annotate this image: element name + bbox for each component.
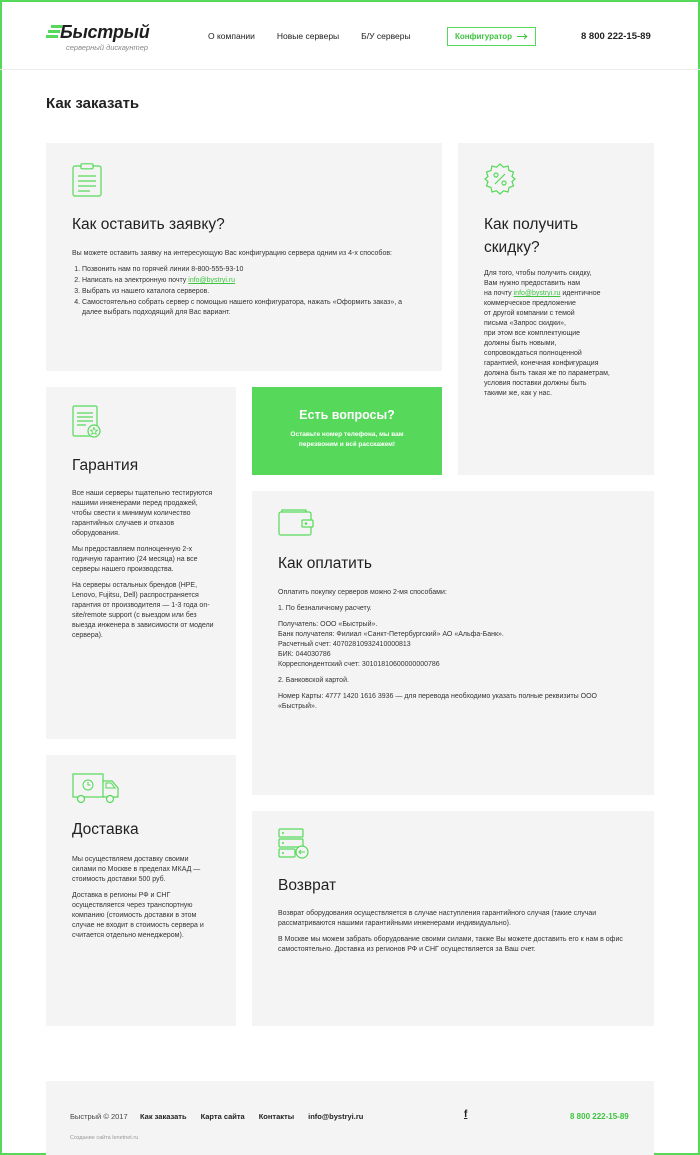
site-header — [0, 0, 700, 70]
returns-title: Возврат — [278, 877, 337, 894]
main-nav — [208, 31, 433, 41]
warranty-title: Гарантия — [72, 457, 139, 474]
logo-subtitle: серверный дискаунтер — [66, 43, 149, 52]
payment-title: Как оплатить — [278, 555, 373, 572]
order-card — [46, 143, 442, 371]
footer-phone[interactable]: 8 800 222-15-89 — [570, 1112, 629, 1121]
certificate-icon — [72, 405, 102, 439]
footer-link-sitemap[interactable]: Карта сайта — [200, 1112, 245, 1121]
discount-email-link[interactable]: info@bystryi.ru — [513, 290, 561, 297]
order-step-4: 4. Самостоятельно собрать сервер с помощью нашего конфигуратора, нажать «Оформить заказ», а далее выбрать подходящий для Вас вариант. — [82, 298, 408, 318]
logo-text: Быстрый — [60, 22, 150, 42]
returns-text: Возврат оборудования осуществляется в случае наступления гарантийного случая (такие случаи рассматриваются нашими гарантийными инженерами индивидуально). В Москве мы можем забрать оборудование своими силами, также Вы можете доставить его к нам в офис самостоятельно. Доставка из регионов РФ и СНГ осуществляется за Ваш счет. — [278, 910, 623, 953]
configurator-label: Конфигуратор — [454, 32, 513, 41]
discount-card — [458, 143, 654, 475]
site-footer — [46, 1081, 654, 1155]
questions-cta[interactable] — [252, 387, 442, 475]
delivery-card — [46, 755, 236, 1026]
order-steps — [72, 265, 408, 318]
order-step-3: 3. Выбрать из нашего каталога серверов. — [82, 287, 408, 297]
nav-new-servers[interactable]: Новые серверы — [276, 31, 340, 41]
footer-copyright: Быстрый © 2017 — [70, 1112, 128, 1121]
discount-badge-icon — [484, 163, 516, 195]
configurator-button[interactable] — [447, 27, 536, 46]
discount-title: Как получить скидку? — [484, 216, 579, 256]
nav-about[interactable]: О компании — [208, 31, 255, 41]
payment-card — [252, 491, 654, 795]
order-intro: Вы можете оставить заявку на интересующую Вас конфигурацию сервера одним из 4-х способов: — [72, 250, 393, 257]
cta-text: Оставьте номер телефона, мы вам перезвоним и всё расскажем! — [290, 431, 404, 448]
nav-used-servers[interactable]: Б/У серверы — [361, 31, 411, 41]
payment-text: Оплатить покупку серверов можно 2-мя способами: 1. По безналичному расчету. Получатель: ООО «Быстрый». Банк получателя: Филиал «Санкт-Петербургский» АО «Альфа-Банк». Расчетный счет: 40702810932410000813 БИК: 044030786 Корреспондентский счет: 30101810600000000786 2. Банковской картой. Номер Карты: 4777 1420 1616 3936 — для перевода необходимо указать полные реквизиты ООО «Быстрый». — [278, 589, 597, 710]
page-title: Как заказать — [46, 95, 140, 112]
returns-card — [252, 811, 654, 1026]
order-title: Как оставить заявку? — [72, 216, 225, 233]
order-step-2: 2. Написать на электронную почту info@bystryi.ru — [82, 276, 408, 286]
truck-icon — [72, 773, 120, 805]
footer-link-contacts[interactable]: Контакты — [258, 1112, 295, 1121]
delivery-text: Мы осуществляем доставку своими силами по Москве в пределах МКАД — стоимость доставки 500 руб. Доставка в регионы РФ и СНГ осуществляется через транспортную компанию (стоимость доставки в этом случае не входит в стоимость сервера и считается отдельно менеджером). — [72, 856, 204, 939]
footer-made-by[interactable]: Создание сайта lenetnet.ru — [70, 1135, 139, 1141]
footer-link-email[interactable]: info@bystryi.ru — [308, 1112, 364, 1121]
delivery-title: Доставка — [72, 821, 139, 838]
warranty-card — [46, 387, 236, 739]
cta-title: Есть вопросы? — [299, 408, 395, 422]
clipboard-icon — [72, 163, 102, 197]
order-email-link[interactable]: info@bystryi.ru — [188, 277, 236, 284]
discount-text: Для того, чтобы получить скидку, Вам нужно предоставить нам на почту info@bystryi.ru идентичное коммерческое предложение от другой компании с темой письма «Запрос скидки», при этом все комплектующие должны быть новыми, сопровождаться полноценной гарантией, конечная конфигурация должна быть такая же по параметрам, условия поставки должны быть такими же, как у нас. — [484, 270, 610, 397]
wallet-icon — [278, 509, 314, 537]
warranty-text: Все наши серверы тщательно тестируются нашими инженерами перед продажей, чтобы свести к минимум количество гарантийных случаев и отказов оборудования. Мы предоставляем полноценную 2-х годичную гарантию (24 месяца) на все серверы нашего производства. На серверы остальных брендов (HPE, Lenovo, Fujitsu, Dell) распространяется гарантия от производителя — 1-3 года on-site/remote support (с выездом или без выезда инженера в зависимости от модели сервера). — [72, 490, 214, 639]
order-step-1: 1. Позвонить нам по горячей линии 8-800-555-93-10 — [82, 265, 408, 275]
facebook-icon[interactable]: f — [464, 1109, 468, 1120]
header-phone[interactable]: 8 800 222-15-89 — [581, 31, 651, 42]
arrow-right-icon — [517, 33, 528, 40]
footer-links — [140, 1112, 377, 1121]
order-text — [72, 249, 408, 319]
logo[interactable] — [46, 22, 176, 58]
server-return-icon — [278, 828, 310, 860]
footer-link-order[interactable]: Как заказать — [140, 1112, 187, 1121]
